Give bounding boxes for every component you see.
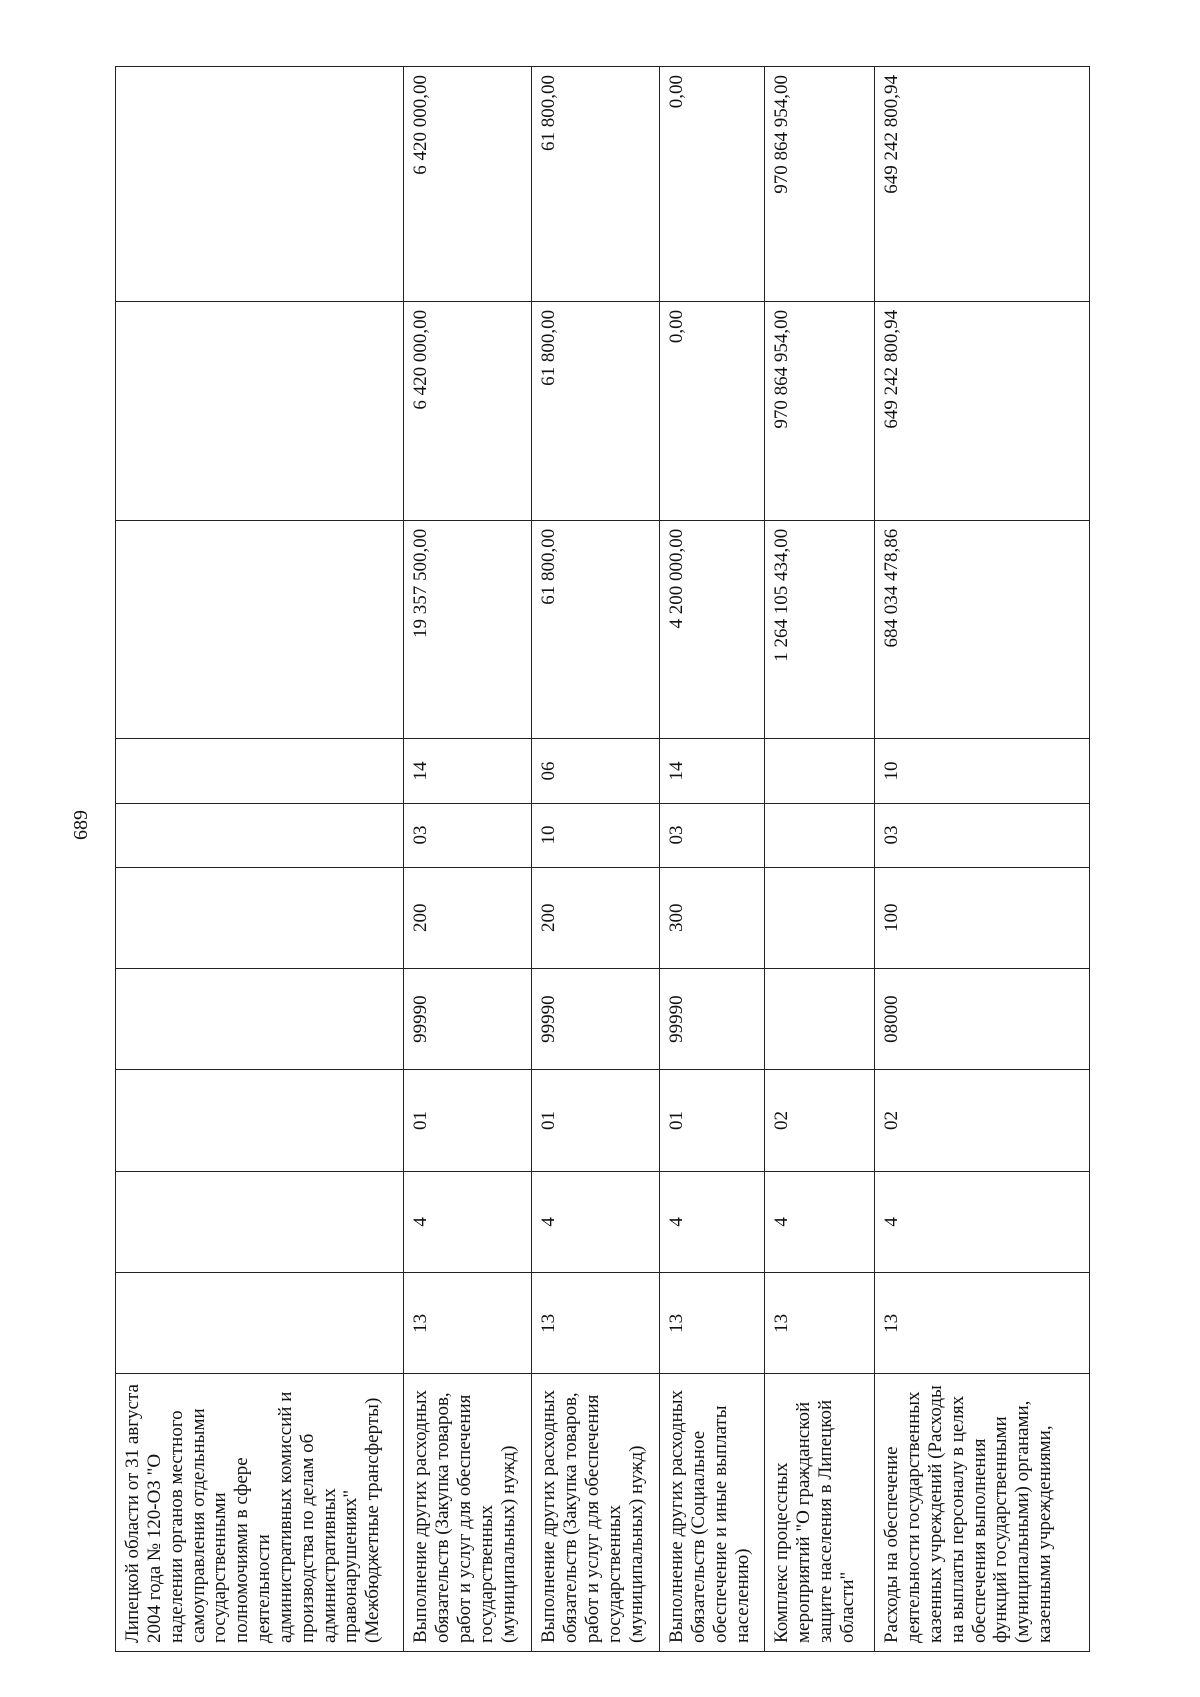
table-row (532, 67, 660, 1652)
cell-c4: 99990 (404, 968, 532, 1069)
cell-v2: 0,00 (660, 301, 765, 520)
cell-v3 (116, 67, 404, 302)
cell-c1: 13 (660, 1273, 765, 1374)
cell-c1: 13 (875, 1273, 1090, 1374)
cell-c5: 300 (660, 867, 765, 968)
cell-c7: 14 (660, 739, 765, 803)
row-name: Выполнение других расходных обязательств (Закупка товаров, работ и услуг для обеспечения государственных (муниципальных) нужд) (532, 1374, 660, 1652)
cell-c3: 01 (404, 1070, 532, 1171)
cell-c7 (765, 739, 875, 803)
cell-v2: 61 800,00 (532, 301, 660, 520)
row-name: Выполнение других расходных обязательств (Социальное обеспечение и иные выплаты населению) (660, 1374, 765, 1652)
cell-v2: 6 420 000,00 (404, 301, 532, 520)
cell-c7: 14 (404, 739, 532, 803)
cell-c4: 99990 (532, 968, 660, 1069)
cell-v2: 649 242 800,94 (875, 301, 1090, 520)
cell-v1: 19 357 500,00 (404, 520, 532, 739)
cell-c5: 200 (532, 867, 660, 968)
cell-c2 (116, 1171, 404, 1272)
cell-c7: 06 (532, 739, 660, 803)
cell-c2: 4 (532, 1171, 660, 1272)
cell-c6: 10 (532, 803, 660, 867)
cell-v1 (116, 520, 404, 739)
cell-c2: 4 (404, 1171, 532, 1272)
table-row (765, 67, 875, 1652)
cell-c4: 08000 (875, 968, 1090, 1069)
cell-c1: 13 (765, 1273, 875, 1374)
cell-c2: 4 (660, 1171, 765, 1272)
cell-c4 (116, 968, 404, 1069)
cell-c5 (765, 867, 875, 968)
cell-c6: 03 (660, 803, 765, 867)
row-name: Комплекс процессных мероприятий "О гражданской защите населения в Липецкой области" (765, 1374, 875, 1652)
cell-v3: 970 864 954,00 (765, 67, 875, 302)
cell-v1: 61 800,00 (532, 520, 660, 739)
row-name: Расходы на обеспечение деятельности государственных казенных учреждений (Расходы на выплаты персоналу в целях обеспечения выполнения функций государственными (муниципальными) органами, казенными учреждениями, (875, 1374, 1090, 1652)
cell-c3: 02 (765, 1070, 875, 1171)
cell-v3: 0,00 (660, 67, 765, 302)
cell-c3: 02 (875, 1070, 1090, 1171)
cell-c5: 200 (404, 867, 532, 968)
table-row (660, 67, 765, 1652)
cell-c4 (765, 968, 875, 1069)
cell-c6 (116, 803, 404, 867)
cell-v3: 6 420 000,00 (404, 67, 532, 302)
cell-c5 (116, 867, 404, 968)
cell-v3: 61 800,00 (532, 67, 660, 302)
cell-c3 (116, 1070, 404, 1171)
budget-table-rotated (115, 66, 1090, 1652)
cell-c1 (116, 1273, 404, 1374)
cell-c3: 01 (532, 1070, 660, 1171)
cell-c6: 03 (404, 803, 532, 867)
cell-v1: 684 034 478,86 (875, 520, 1090, 739)
cell-v2 (116, 301, 404, 520)
cell-c6: 03 (875, 803, 1090, 867)
cell-v1: 1 264 105 434,00 (765, 520, 875, 739)
cell-c1: 13 (404, 1273, 532, 1374)
table-row (404, 67, 532, 1652)
cell-v3: 649 242 800,94 (875, 67, 1090, 302)
row-name: Липецкой области от 31 августа 2004 года № 120-ОЗ "О наделении органов местного самоуправления отдельными государственными полномочиями в сфере деятельности административных комиссий и производства по делам об административных правонарушениях" (Межбюджетные трансферты) (116, 1374, 404, 1652)
cell-c2: 4 (765, 1171, 875, 1272)
table-row (875, 67, 1090, 1652)
page-number: 689 (70, 810, 92, 840)
cell-c7 (116, 739, 404, 803)
cell-c3: 01 (660, 1070, 765, 1171)
row-name: Выполнение других расходных обязательств (Закупка товаров, работ и услуг для обеспечения государственных (муниципальных) нужд) (404, 1374, 532, 1652)
cell-c1: 13 (532, 1273, 660, 1374)
budget-table (115, 66, 1090, 1652)
cell-c7: 10 (875, 739, 1090, 803)
cell-c6 (765, 803, 875, 867)
cell-c4: 99990 (660, 968, 765, 1069)
cell-c2: 4 (875, 1171, 1090, 1272)
cell-v1: 4 200 000,00 (660, 520, 765, 739)
cell-c5: 100 (875, 867, 1090, 968)
table-row (116, 67, 404, 1652)
cell-v2: 970 864 954,00 (765, 301, 875, 520)
